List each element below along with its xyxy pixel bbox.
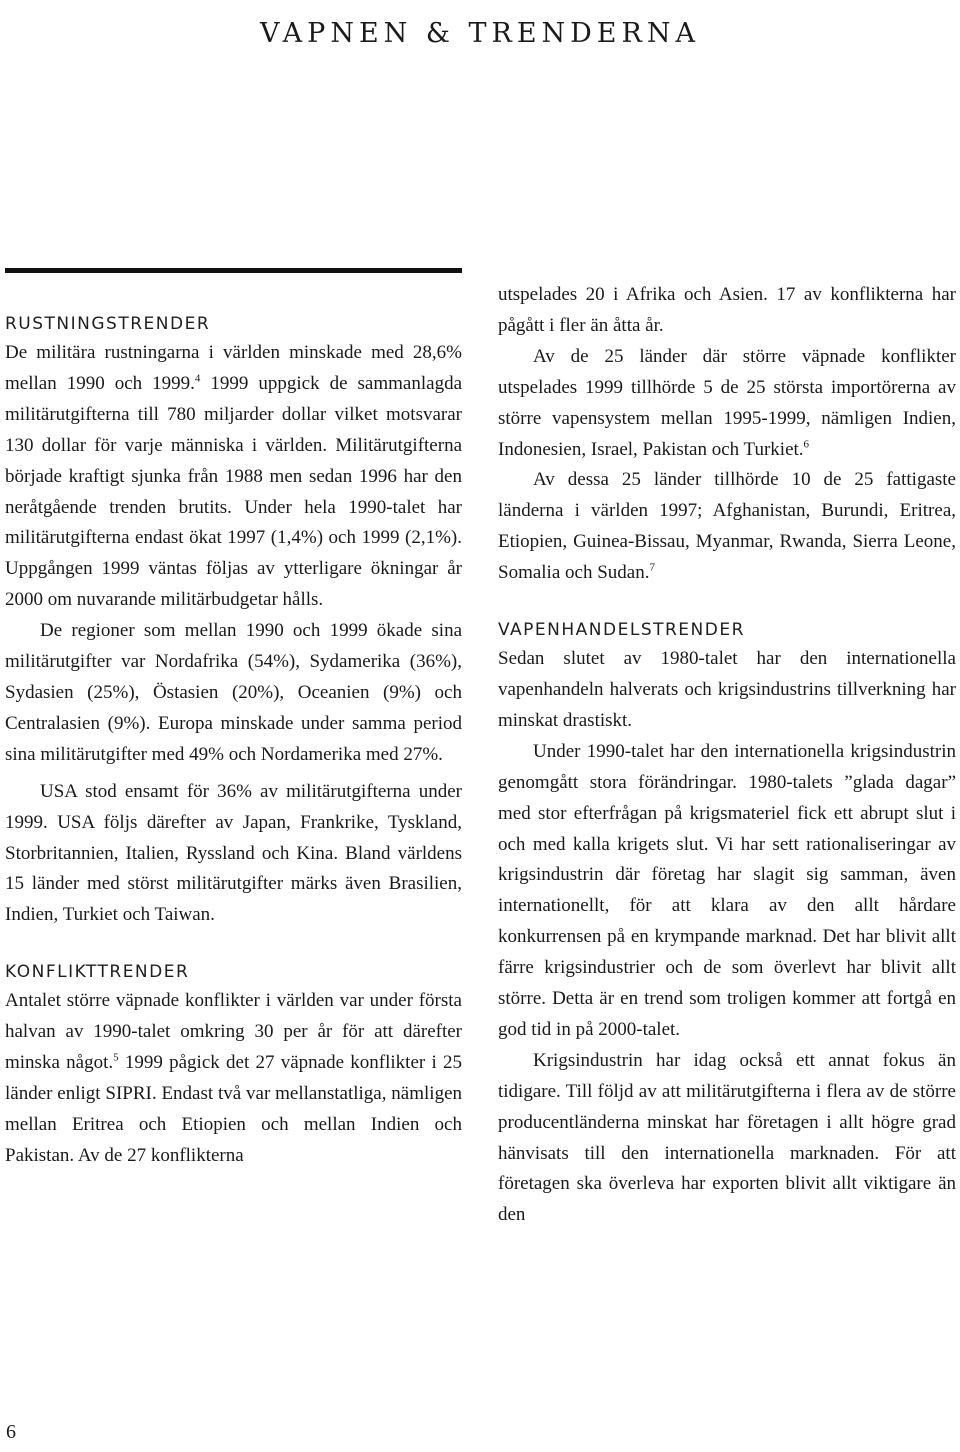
- konflikt-p3-text: Av dessa 25 länder tillhörde 10 de 25 fattigaste länderna i världen 1997; Afghanistan, Burundi, Eritrea, Etiopien, Guinea-Bissau, Myanmar, Rwanda, Sierra Leone, Somalia och Sudan.: [498, 469, 956, 584]
- konflikt-p1-text-a: Antalet större väpnade konflikter i världen var under första halvan av 1990-talet omkring 30 per år för att därefter minska något.: [5, 990, 462, 1074]
- footnote-ref-6: 6: [803, 438, 810, 451]
- vapenhandel-paragraph-2: Under 1990-talet har den internationella krigsindustrin genomgått stora förändringar. 1980-talets ”glada dagar” med stor efterfrågan på krigsmateriel fick ett abrupt slut i och med kalla krigets slut. Vi har sett rationaliseringar av krigsindustrin där företag har slagit sig samman, även internationellt, för att klara av den allt hårdare konkurrensen på en krympande marknad. Det har blivit allt färre krigsindustrier och de som överlevt har blivit allt större. Detta är en trend som troligen kommer att fortgå en god tid in på 2000-talet.: [498, 740, 956, 1040]
- running-header: VAPNEN & TRENDERNA: [260, 18, 700, 49]
- vapenhandel-paragraph-1: Sedan slutet av 1980-talet har den internationella vapenhandeln halverats och krigsindustrins tillverkning har minskat drastiskt.: [498, 648, 956, 731]
- section-rule: [5, 268, 462, 273]
- konflikt-p1-text-b: 1999 pågick det 27 väpnade konflikter i 25 länder enligt SIPRI. Endast två var mellanstatliga, nämligen mellan Eritrea och Etiopien och mellan Indien och Pakistan. Av de 27 konflikterna: [5, 1052, 462, 1166]
- heading-rustningstrender: RUSTNINGSTRENDER: [5, 314, 211, 334]
- konflikt-paragraph-1: [5, 986, 462, 1171]
- rustning-p1-text-a: De militära rustningarna i världen minskade med 28,6% mellan 1990 och 1999.: [5, 342, 462, 394]
- rustning-p1-text-b: 1999 uppgick de sammanlagda militärutgifterna till 780 miljarder dollar vilket motsvarar 130 dollar för varje människa i världen. Militärutgifterna började kraftigt sjunka från 1988 men sedan 1996 har den neråtgående trenden brutits. Under hela 1990-talet har militärutgifterna endast ökat 1997 (1,4%) och 1999 (2,1%). Uppgången 1999 väntas följas av ytterligare ökningar år 2000 om nuvarande militärbudgetar hålls.: [5, 372, 462, 611]
- rustning-paragraph-2: De regioner som mellan 1990 och 1999 ökade sina militärutgifter var Nordafrika (54%), Sydamerika (36%), Sydasien (25%), Östasien (20%), Oceanien (9%) och Centralasien (9%). Europa minskade under samma period sina militärutgifter med 49% och Nordamerika med 27%.: [5, 620, 462, 765]
- konflikt-p2-text: Av de 25 länder där större väpnade konflikter utspelades 1999 tillhörde 5 de 25 största importörerna av större vapensystem mellan 1995-1999, nämligen Indien, Indonesien, Israel, Pakistan och Turkiet.: [498, 345, 956, 460]
- vapenhandel-paragraph-3: Krigsindustrin har idag också ett annat fokus än tidigare. Till följd av att militärutgifterna i flera av de större producentländerna minskat har företagen i allt högre grad hänvisats till den internationella marknaden. För att företagen ska överleva har exporten blivit allt viktigare än den: [498, 1049, 956, 1226]
- konflikt-continued-paragraph: utspelades 20 i Afrika och Asien. 17 av konflikterna har pågått i fler än åtta år.: [498, 284, 956, 336]
- rustning-paragraph-1: [5, 338, 462, 616]
- footnote-ref-5: 5: [113, 1051, 119, 1064]
- page-number: 6: [6, 1421, 16, 1443]
- right-column: [498, 280, 956, 1231]
- konflikt-paragraph-3: [498, 465, 956, 589]
- rustning-paragraph-3: USA stod ensamt för 36% av militärutgifterna under 1999. USA följs därefter av Japan, Frankrike, Tyskland, Storbritannien, Italien, Ryssland och Kina. Bland världens 15 länder med störst militärutgifter märks även Brasilien, Indien, Turkiet och Taiwan.: [5, 780, 462, 926]
- heading-konflikttrender: KONFLIKTTRENDER: [5, 962, 190, 983]
- footnote-ref-4: 4: [194, 372, 201, 385]
- heading-vapenhandelstrender: VAPENHANDELSTRENDER: [498, 620, 745, 641]
- footnote-ref-7: 7: [649, 561, 655, 574]
- left-column: [5, 281, 462, 1172]
- konflikt-paragraph-2: [498, 342, 956, 466]
